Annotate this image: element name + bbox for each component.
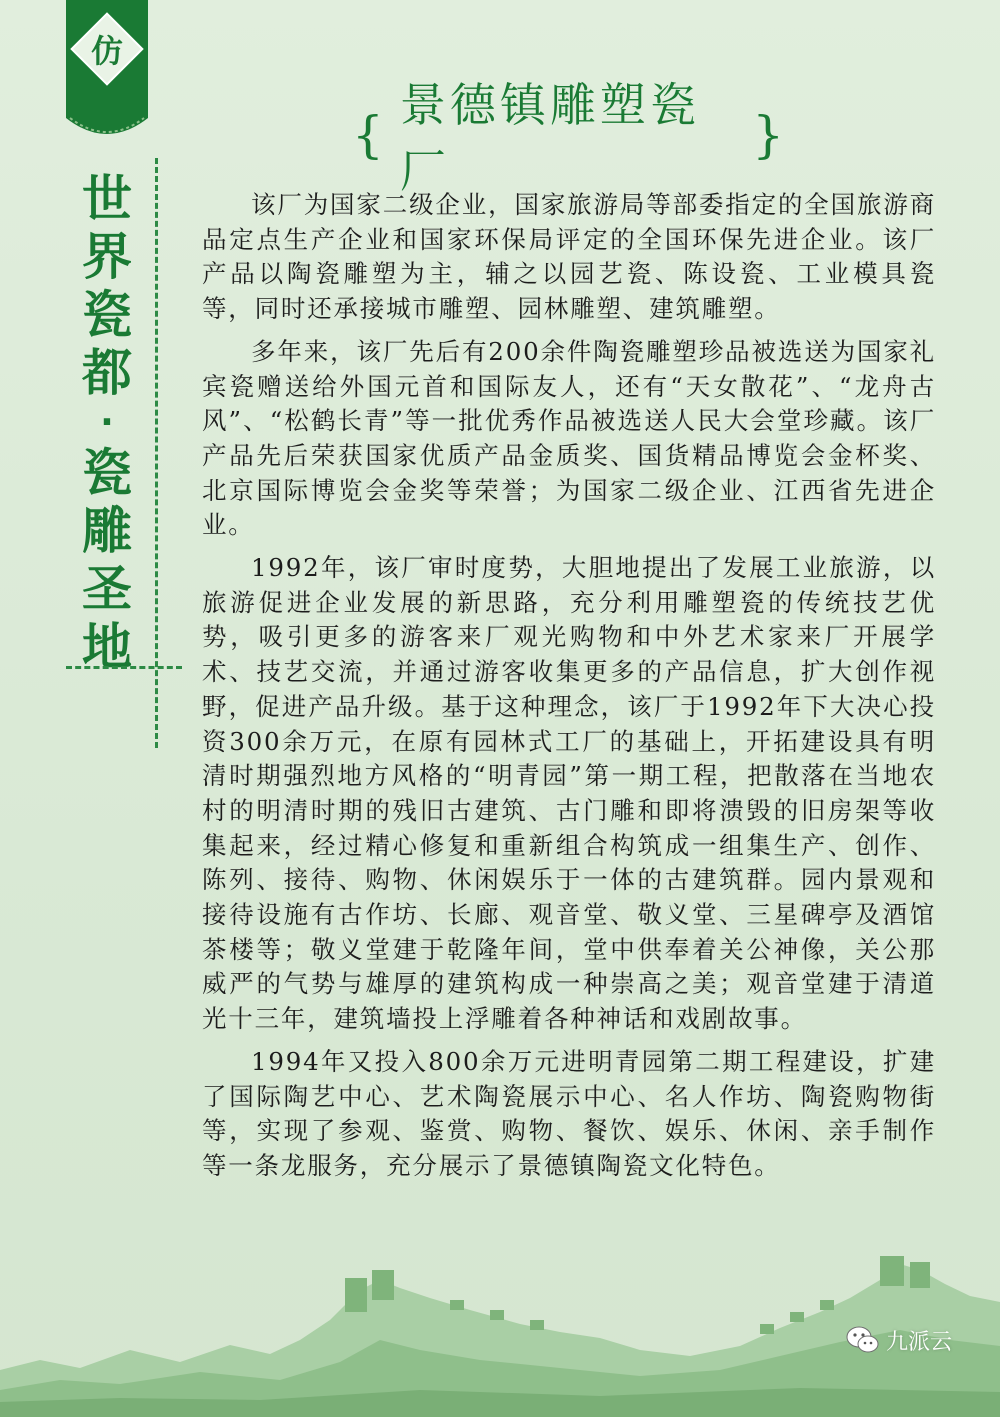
slogan-char: 地 [82, 618, 132, 676]
slogan-char: 界 [82, 228, 132, 286]
slogan-char: 世 [82, 170, 132, 228]
watermark [846, 1322, 952, 1358]
watermark-text: 九派云 [886, 1329, 953, 1355]
ribbon-badge [66, 0, 148, 150]
slogan-char: 瓷 [82, 286, 132, 344]
title-left-brace: { [352, 106, 388, 164]
paragraph: 1994年又投入800余万元进明青园第二期工程建设，扩建了国际陶艺中心、艺术陶瓷展示中心、名人作坊、陶瓷购物街等，实现了参观、鉴赏、购物、餐饮、娱乐、休闲、亲手制作等一条龙服务，充分展示了景德镇陶瓷文化特色。 [202, 1046, 936, 1180]
slogan-char: 雕 [82, 502, 132, 560]
paragraph: 1992年，该厂审时度势，大胆地提出了发展工业旅游，以旅游促进企业发展的新思路，充分利用雕塑瓷的传统技艺优势，吸引更多的游客来厂观光购物和中外艺术家来厂开展学术、技艺交流，并通过游客收集更多的产品信息，扩大创作视野，促进产品升级。基于这种理念，该厂于1992年下大决心投资300余万元，在原有园林式工厂的基础上，开拓建设具有明清时期强烈地方风格的“明青园”第一期工程，把散落在当地农村的明清时期的残旧古建筑、古门雕和即将溃毁的旧房架等收集起来，经过精心修复和重新组合构筑成一组集生产、创作、陈列、接待、购物、休闲娱乐于一体的古建筑群。园内景观和接待设施有古作坊、长廊、观音堂、敬义堂、三星碑亭及酒馆茶楼等；敬义堂建于乾隆年间，堂中供奉着关公神像，关公那威严的气势与雄厚的建筑构成一种崇高之美；观音堂建于清道光十三年，建筑墙投上浮雕着各种神话和戏剧故事。 [202, 553, 936, 1034]
paragraph: 多年来，该厂先后有200余件陶瓷雕塑珍品被选送为国家礼宾瓷赠送给外国元首和国际友人，还有“天女散花”、“龙舟古风”、“松鹤长青”等一批优秀作品被选送人民大会堂珍藏。该厂产品先后荣获国家优质产品金质奖、国货精品博览会金杯奖、北京国际博览会金奖等荣誉；为国家二级企业、江西省先进企业。 [202, 336, 936, 540]
paragraph: 该厂为国家二级企业，国家旅游局等部委指定的全国旅游商品定点生产企业和国家环保局评定的全国环保先进企业。该厂产品以陶瓷雕塑为主，辅之以园艺瓷、陈设瓷、工业模具瓷等，同时还承接城市雕塑、园林雕塑、建筑雕塑。 [202, 190, 936, 324]
title-right-brace: } [752, 106, 788, 164]
title-text: 景德镇雕塑瓷厂 [399, 78, 700, 198]
slogan-char: 都 [82, 344, 132, 402]
page-title [340, 78, 800, 198]
badge-emblem: 仿 [90, 32, 124, 70]
slogan-char: 圣 [82, 560, 132, 618]
decorative-horizontal-line [66, 666, 182, 669]
article-body [202, 188, 936, 1192]
slogan-char: 瓷 [82, 444, 132, 502]
vertical-slogan [76, 170, 138, 676]
decorative-vertical-line [155, 158, 158, 748]
wechat-icon [846, 1325, 880, 1355]
slogan-separator: · [100, 402, 114, 443]
